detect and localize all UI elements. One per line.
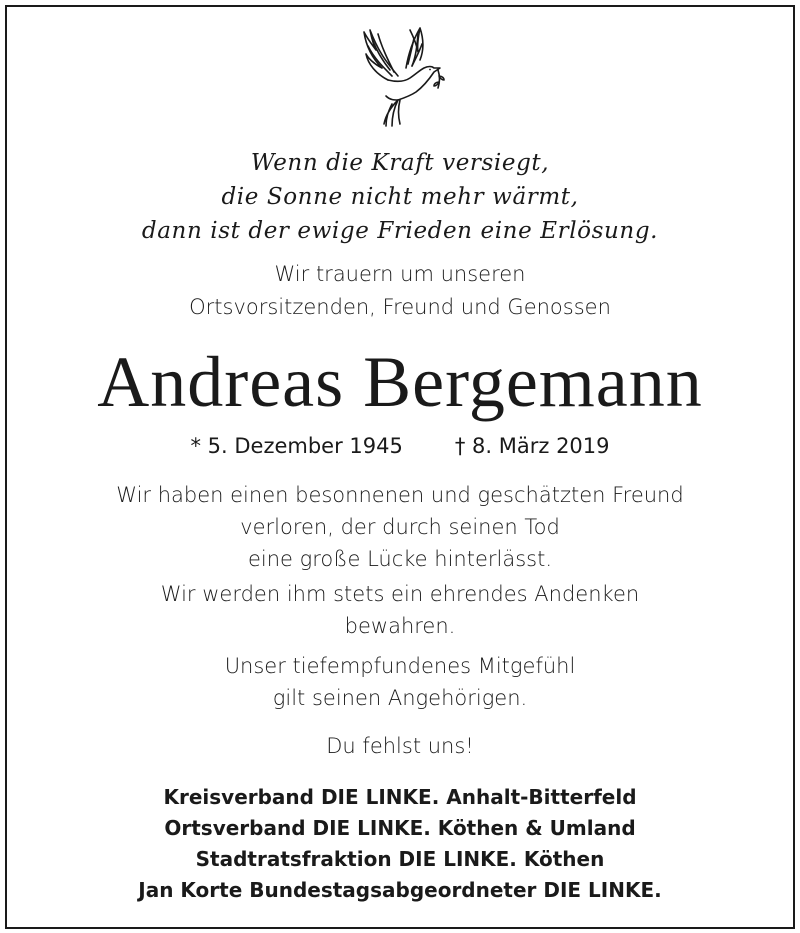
closing-line: Du fehlst uns! <box>326 734 474 758</box>
death-date: † 8. März 2019 <box>454 434 610 458</box>
signatory: Kreisverband DIE LINKE. Anhalt-Bitterfeld <box>163 785 637 809</box>
remembrance-paragraph <box>0 578 800 642</box>
poem-line: die Sonne nicht mehr wärmt, <box>221 184 579 210</box>
signatories <box>0 782 800 906</box>
paragraph-line: gilt seinen Angehörigen. <box>272 686 528 710</box>
signatory: Ortsverband DIE LINKE. Köthen & Umland <box>164 816 636 840</box>
paragraph-line: Wir werden ihm stets ein ehrendes Andenken <box>160 582 640 606</box>
sympathy-paragraph <box>0 650 800 714</box>
intro-text <box>0 258 800 324</box>
birth-date: * 5. Dezember 1945 <box>190 434 403 458</box>
paragraph-line: Wir haben einen besonnenen und geschätzten Freund <box>116 483 684 507</box>
life-dates <box>0 431 800 461</box>
paragraph-line: eine große Lücke hinterlässt. <box>247 547 552 571</box>
signatory: Stadtratsfraktion DIE LINKE. Köthen <box>195 847 605 871</box>
intro-line: Ortsvorsitzenden, Freund und Genossen <box>189 295 611 319</box>
deceased-name: Andreas Bergemann <box>97 342 703 422</box>
signatory: Jan Korte Bundestagsabgeordneter DIE LINKE. <box>138 878 662 902</box>
dove-icon <box>354 20 446 132</box>
intro-line: Wir trauern um unseren <box>274 262 526 286</box>
poem-line: Wenn die Kraft versiegt, <box>250 150 550 176</box>
paragraph-line: verloren, der durch seinen Tod <box>240 515 560 539</box>
paragraph-line: bewahren. <box>344 614 456 638</box>
poem-line: dann ist der ewige Frieden eine Erlösung. <box>141 218 659 244</box>
condolence-paragraph <box>0 479 800 575</box>
poem-verse <box>0 146 800 248</box>
paragraph-line: Unser tiefempfundenes Mitgefühl <box>224 654 576 678</box>
